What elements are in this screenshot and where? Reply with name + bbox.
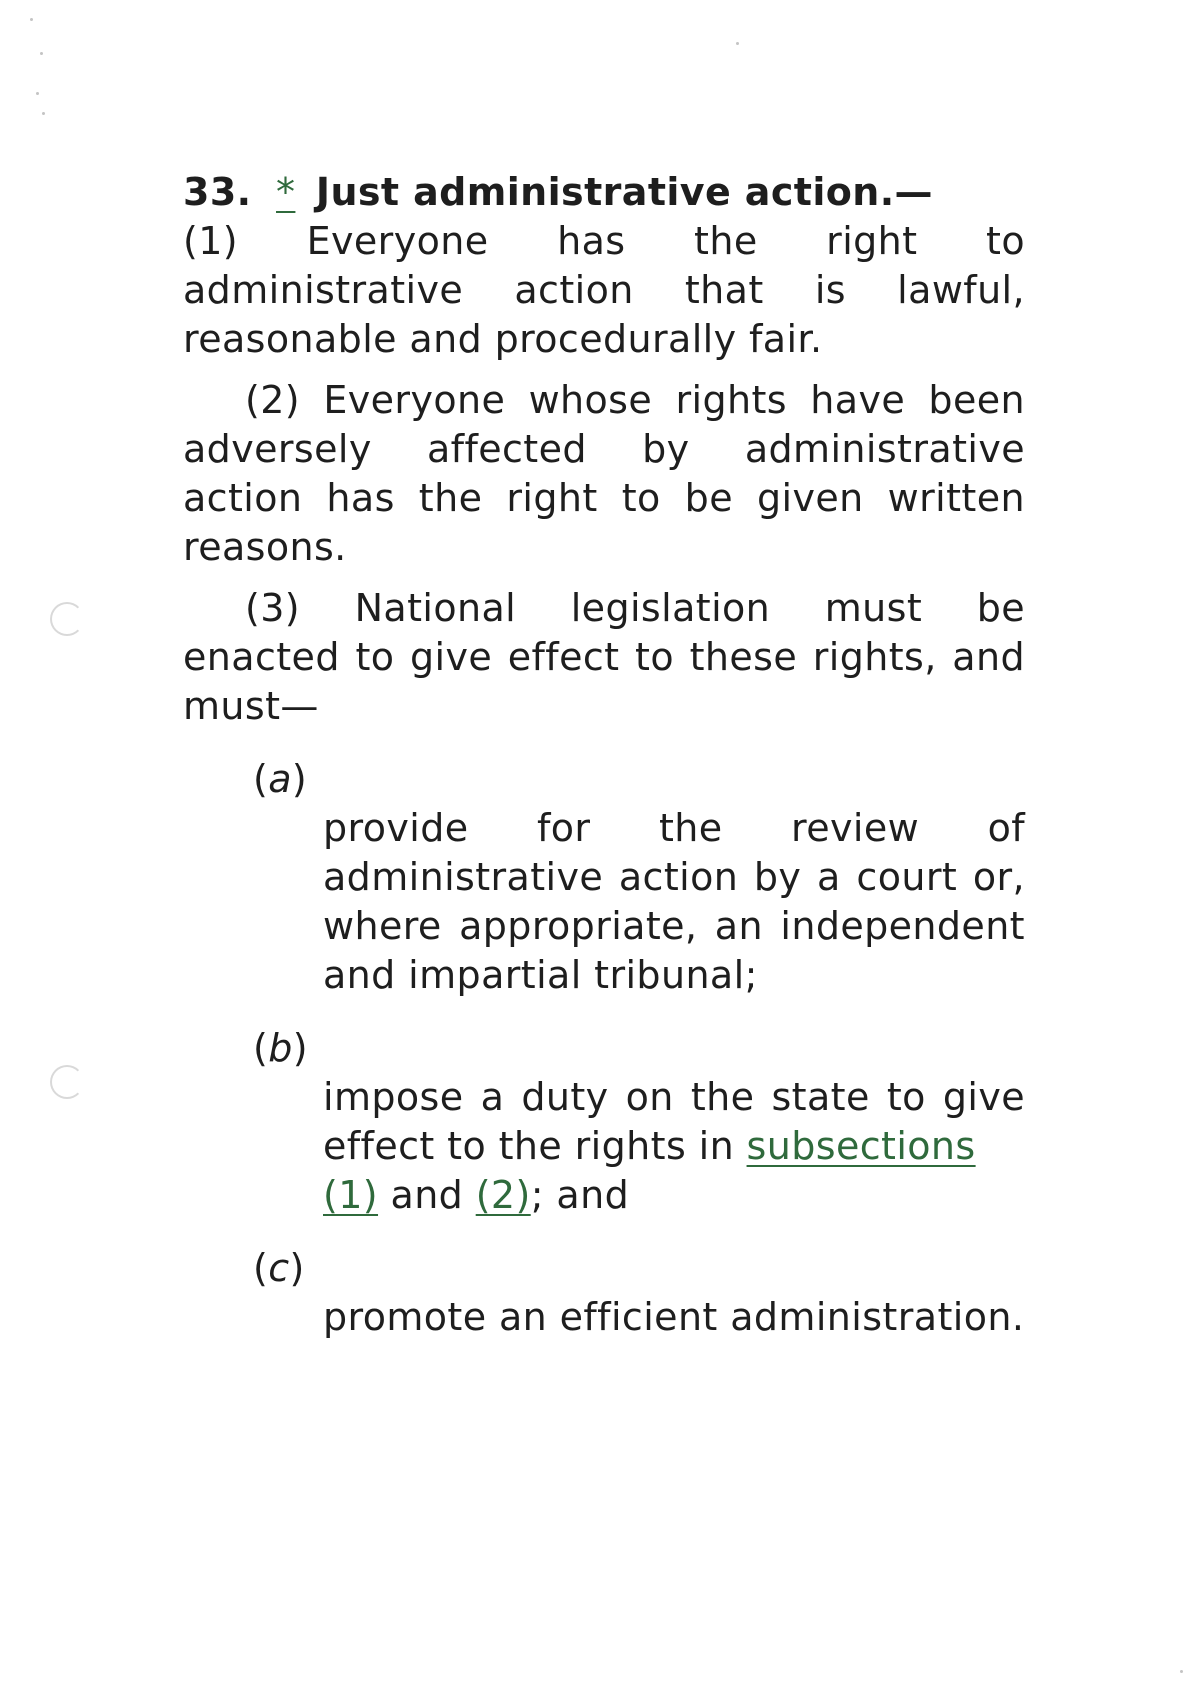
punch-hole-bottom [50, 1065, 84, 1099]
subsection-2: (2) Everyone whose rights have been adversely affected by administrative action has the right to be given written reasons. [183, 378, 1025, 569]
list-text-b-end: ; and [530, 1173, 630, 1217]
list-text-c: promote an efficient administration. [323, 1295, 1025, 1339]
list-text-b [323, 1073, 1025, 1220]
scan-speck [36, 92, 39, 95]
footnote-link[interactable]: * [276, 170, 296, 214]
section-heading [183, 168, 1025, 217]
list-text-a: provide for the review of administrative action by a court or, where appropriate, an independent and impartial tribunal; [323, 806, 1025, 997]
subsection-3: (3) National legislation must be enacted to give effect to these rights, and must— [183, 586, 1025, 728]
list-item-c [183, 1244, 1025, 1342]
list-item-b [183, 1024, 1025, 1220]
scan-speck [40, 52, 43, 55]
subsections-link[interactable]: subsections [746, 1124, 976, 1168]
scan-speck [30, 18, 33, 21]
subsection-1-link[interactable]: (1) [323, 1173, 379, 1217]
list-text-b-middle: and [378, 1173, 476, 1217]
scan-speck [42, 112, 45, 115]
list-text-b-start: impose a duty on the state to give effect to the rights in [323, 1075, 1025, 1168]
list-item-a [183, 755, 1025, 1000]
subsection-2-link[interactable]: (2) [475, 1173, 531, 1217]
section-number: 33. [183, 170, 252, 214]
section-body [183, 168, 1025, 1342]
scan-speck [1180, 1670, 1183, 1673]
punch-hole-top [50, 602, 84, 636]
list-marker-c: (c) [253, 1246, 305, 1290]
list-marker-a: (a) [253, 757, 308, 801]
section-title: Just administrative action.— [315, 170, 933, 214]
scan-speck [736, 42, 739, 45]
subsection-1: (1) Everyone has the right to administrative action that is lawful, reasonable and procedurally fair. [183, 219, 1025, 361]
list-marker-b: (b) [253, 1026, 308, 1070]
